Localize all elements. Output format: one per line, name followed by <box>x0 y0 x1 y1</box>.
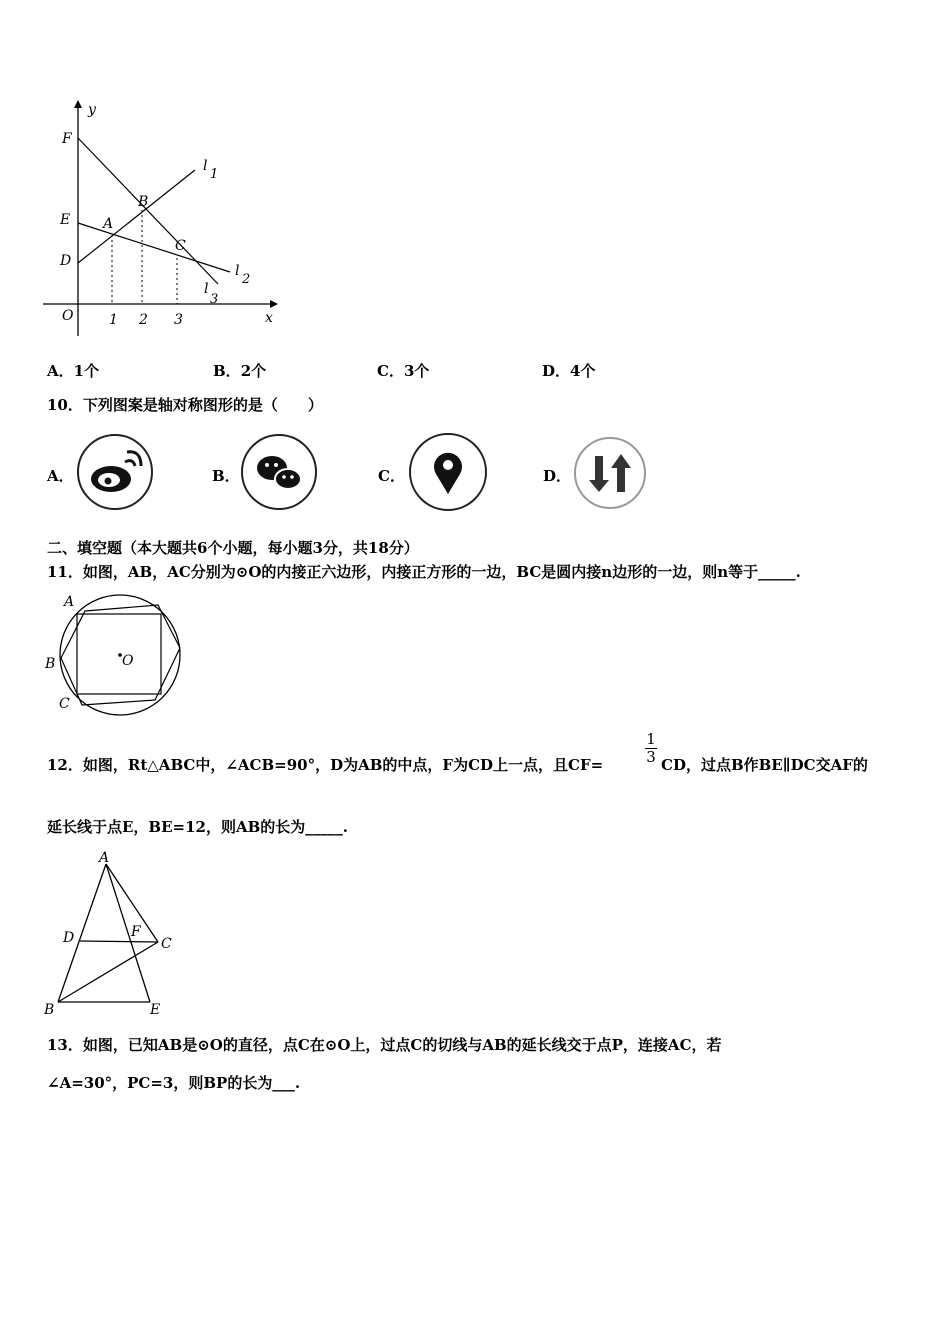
point-C-label: C <box>175 238 186 254</box>
q10-stem: 10．下列图案是轴对称图形的是（ ） <box>47 396 323 414</box>
point-D-label: D <box>63 930 75 946</box>
fraction-numerator: 1 <box>646 730 656 748</box>
y-axis-label: y <box>88 102 96 118</box>
coordinate-figure-q9 <box>40 98 285 338</box>
transfer-arrows-icon <box>572 432 652 514</box>
circle-figure-q11 <box>40 588 185 718</box>
point-C-label: C <box>161 936 172 952</box>
q12-line1 <box>47 755 603 775</box>
q9-option-a: A．1个 <box>47 362 100 380</box>
q9-options <box>47 361 747 381</box>
q9-option-c: C．3个 <box>377 362 430 380</box>
triangle-figure-q12 <box>40 848 185 1020</box>
q12-line1-start: 12．如图，Rt△ABC中，∠ACB=90°，D为AB的中点，F为CD上一点，且CF= <box>47 756 604 774</box>
q10-option-b-letter: B． <box>212 467 240 485</box>
point-B-label: B <box>44 1002 55 1018</box>
line-l3-label: l <box>204 281 209 297</box>
tick-3: 3 <box>174 312 183 328</box>
point-D-label: D <box>60 253 72 269</box>
section-2-title: 二、填空题（本大题共6个小题，每小题3分，共18分） <box>47 539 419 557</box>
tick-2: 2 <box>139 312 148 328</box>
q12-fraction <box>645 731 657 766</box>
q10-option-c-letter: C． <box>378 467 405 485</box>
location-pin-icon <box>405 430 491 514</box>
line-l3-sub: 3 <box>210 292 219 307</box>
line-l3 <box>78 138 218 284</box>
point-E-label: E <box>150 1002 161 1018</box>
q13-line1: 13．如图，已知AB是⊙O的直径，点C在⊙O上，过点C的切线与AB的延长线交于点P，连接AC，若 <box>47 1036 722 1054</box>
point-F-label: F <box>131 924 141 940</box>
center-O-label: O <box>122 653 134 669</box>
q9-option-b: B．2个 <box>213 362 267 380</box>
q11-stem: 11．如图，AB，AC分别为⊙O的内接正六边形，内接正方形的一边，BC是圆内接n边形的一边，则n等于_____. <box>47 563 801 581</box>
point-B-label: B <box>138 194 149 210</box>
line-l1-sub: 1 <box>210 167 219 182</box>
point-C-label: C <box>59 696 70 712</box>
line-l2-sub: 2 <box>242 272 251 287</box>
point-A-label: A <box>64 594 75 610</box>
q13-line2: ∠A=30°，PC=3，则BP的长为___. <box>47 1074 301 1092</box>
wechat-icon <box>238 430 320 514</box>
line-l2-label: l <box>235 263 240 279</box>
q10-option-a-letter: A． <box>47 467 74 485</box>
origin-label: O <box>62 308 74 324</box>
q12-line1-end: CD，过点B作BE∥DC交AF的 <box>661 756 868 774</box>
point-A-label: A <box>99 850 110 866</box>
q12-line2: 延长线于点E，BE=12，则AB的长为_____. <box>47 818 349 836</box>
q10-option-d-letter: D． <box>543 467 572 485</box>
point-E-label: E <box>60 212 71 228</box>
line-l2 <box>78 223 230 272</box>
point-F-label: F <box>62 131 72 147</box>
point-B-label: B <box>45 656 56 672</box>
line-l1-label: l <box>203 158 208 174</box>
tick-1: 1 <box>109 312 118 328</box>
x-axis-label: x <box>265 310 273 326</box>
fraction-denominator: 3 <box>646 748 656 766</box>
point-A-label: A <box>103 216 114 232</box>
weibo-icon <box>75 428 157 514</box>
q9-option-d: D．4个 <box>542 362 596 380</box>
